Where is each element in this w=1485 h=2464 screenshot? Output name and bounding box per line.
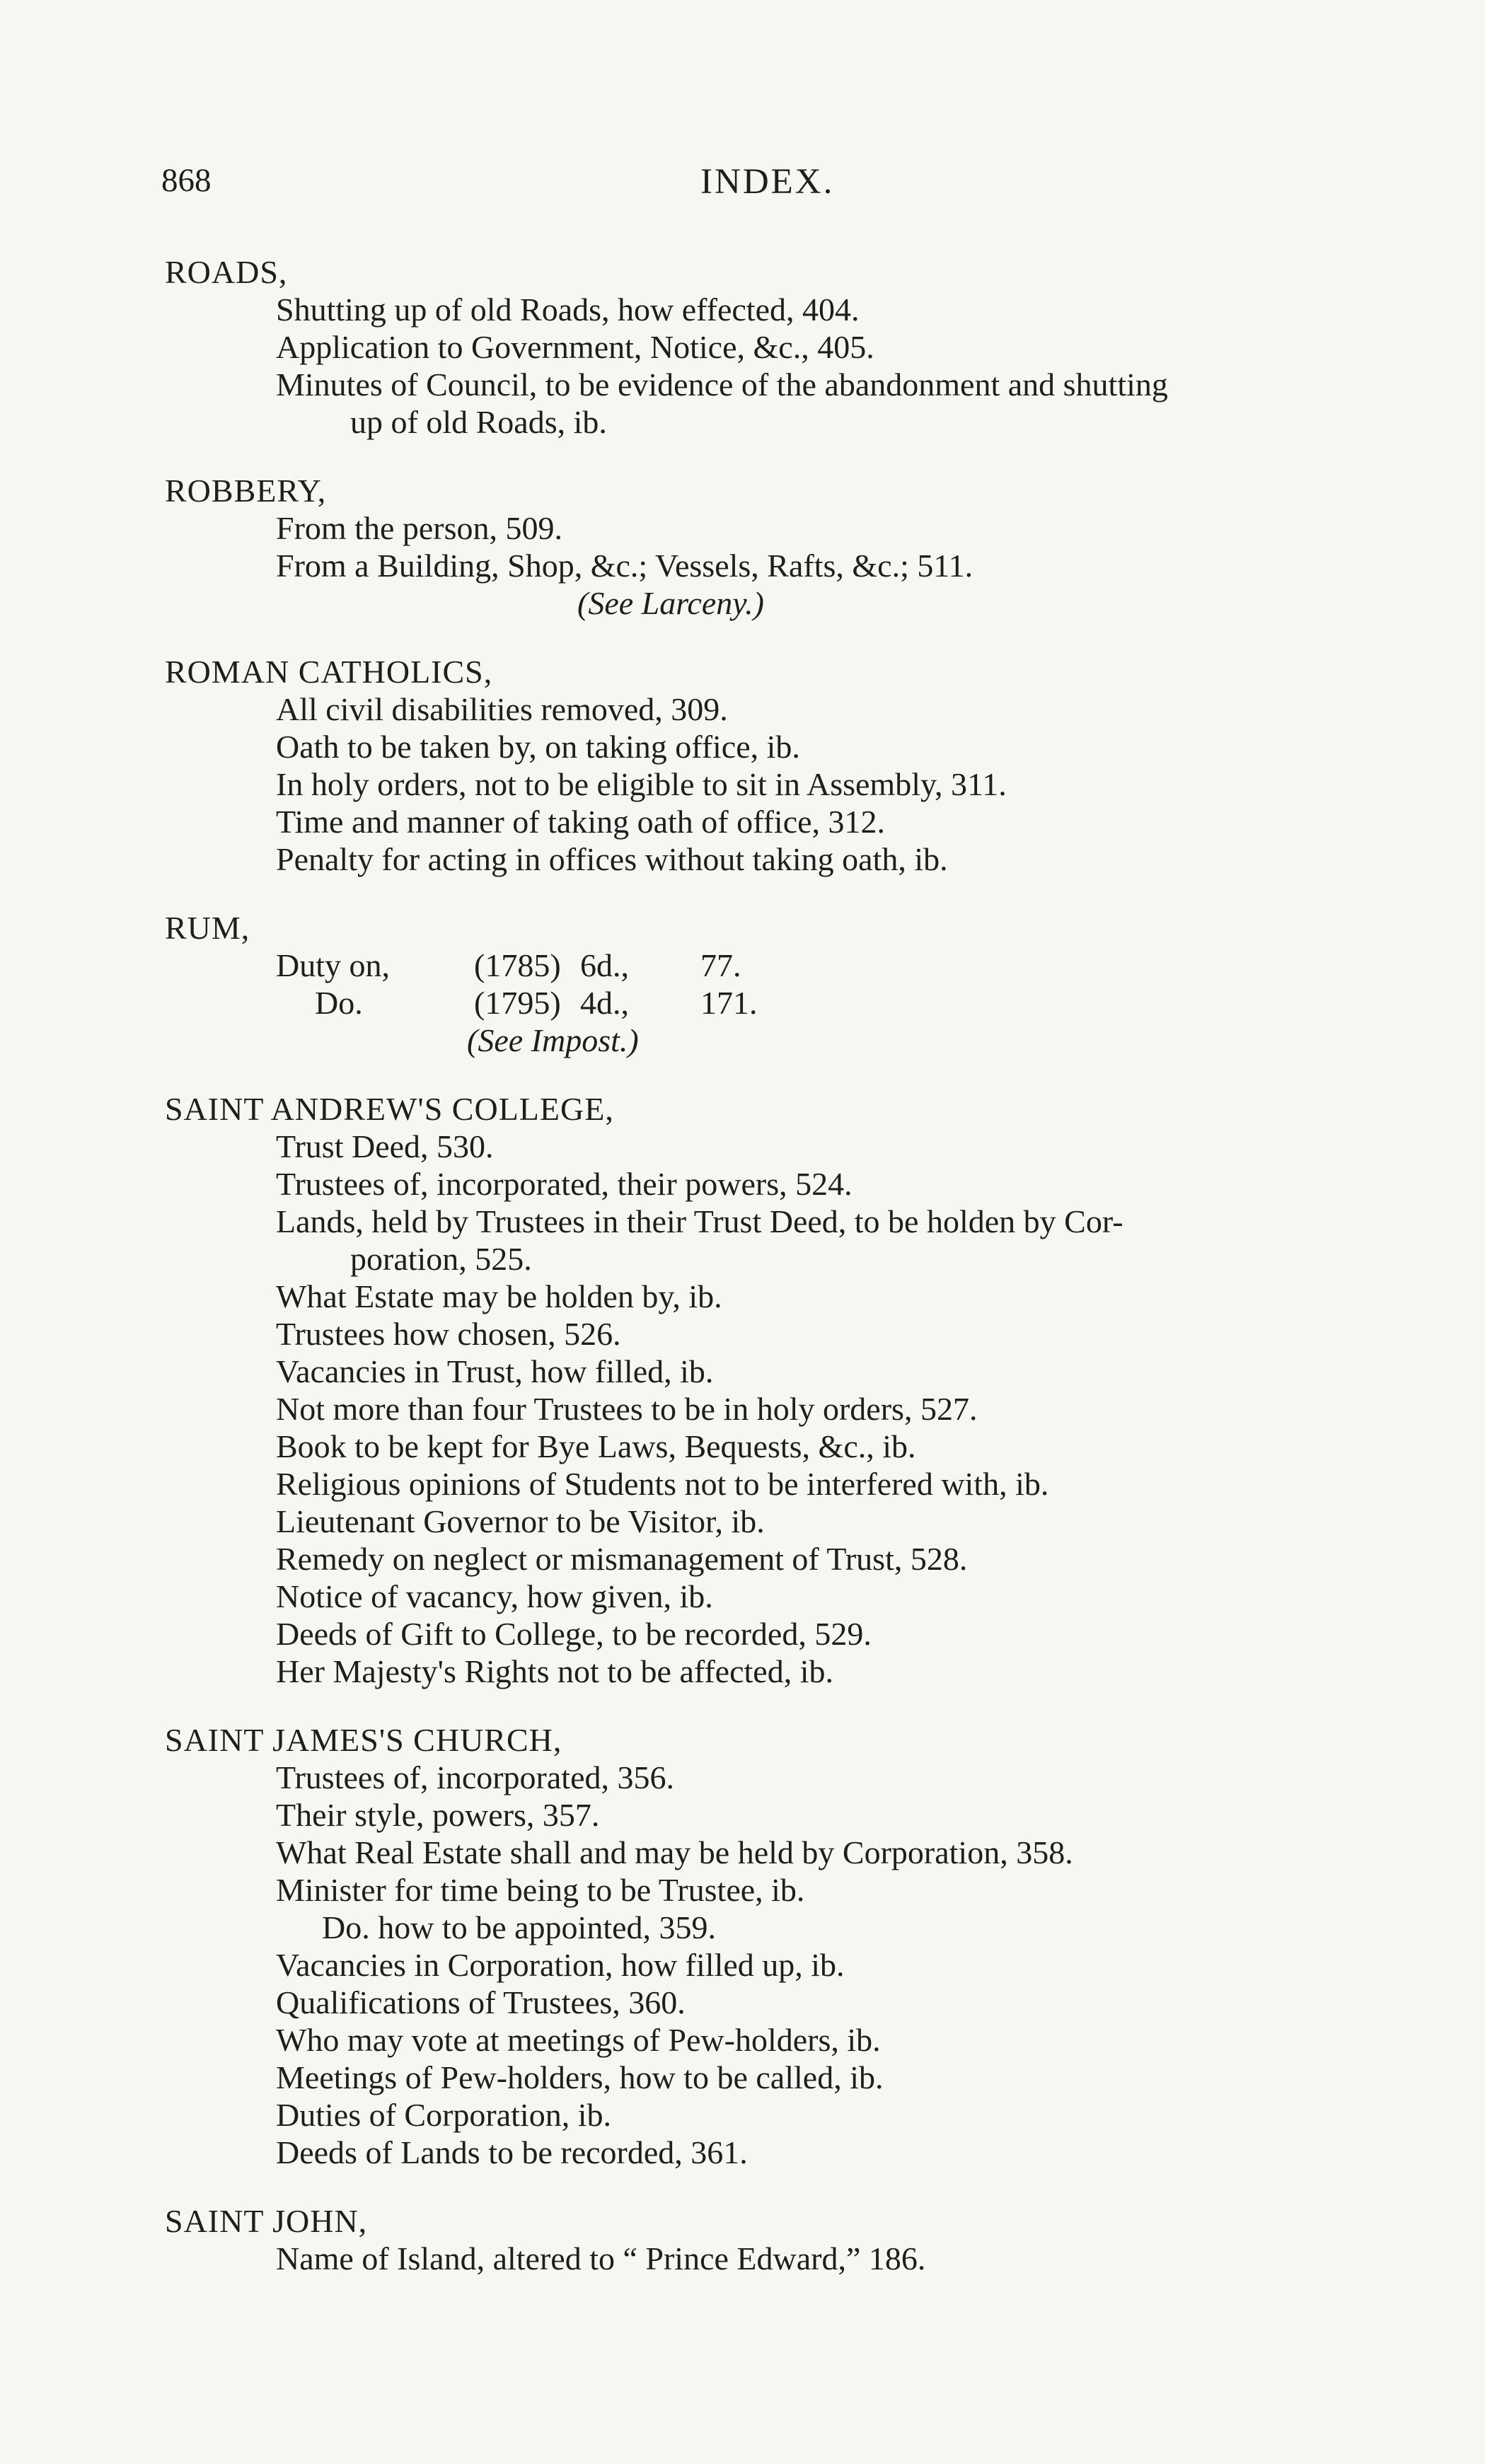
index-entry: What Real Estate shall and may be held by Corporation, 358. [276,1834,1073,1870]
index-entry: Oath to be taken by, on taking office, ib. [276,729,800,765]
index-entry: From a Building, Shop, &c.; Vessels, Rafts, &c.; 511. [276,548,973,584]
duty-row [0,947,1485,984]
index-entry: Lieutenant Governor to be Visitor, ib. [276,1503,765,1539]
cross-reference: (See Larceny.) [577,585,764,621]
index-entry: Trustees of, incorporated, their powers, 524. [276,1166,853,1202]
section-heading: ROADS, [165,254,288,290]
section-heading: RUM, [165,910,250,946]
index-entry: What Estate may be holden by, ib. [276,1278,722,1314]
index-entry: Trustees how chosen, 526. [276,1316,621,1352]
index-entry: From the person, 509. [276,510,563,546]
index-entry: Name of Island, altered to “ Prince Edward,” 186. [276,2240,926,2277]
section-heading: SAINT JOHN, [165,2203,368,2239]
index-entry: Remedy on neglect or mismanagement of Trust, 528. [276,1541,968,1577]
index-entry: Notice of vacancy, how given, ib. [276,1578,713,1614]
duty-page: 171. [700,985,758,1021]
index-entry: Shutting up of old Roads, how effected, 404. [276,291,860,328]
index-content [0,253,1485,2308]
index-entry: Lands, held by Trustees in their Trust Deed, to be holden by Cor- [276,1203,1123,1239]
index-section-roman-catholics [0,653,1485,878]
index-entry: Minutes of Council, to be evidence of the abandonment and shutting [276,366,1168,403]
duty-rate: 6d., [580,947,629,983]
index-entry: Her Majesty's Rights not to be affected, ib. [276,1653,833,1689]
running-head: INDEX. [700,162,835,202]
index-entry: Vacancies in Trust, how filled, ib. [276,1353,714,1389]
index-entry: Time and manner of taking oath of office, 312. [276,804,886,840]
index-entry-continuation: up of old Roads, ib. [350,404,607,440]
index-section-saint-andrews-college [0,1090,1485,1690]
index-entry: Trustees of, incorporated, 356. [276,1759,674,1795]
index-entry: Deeds of Lands to be recorded, 361. [276,2134,748,2170]
index-entry: Deeds of Gift to College, to be recorded, 529. [276,1616,872,1652]
section-heading: ROBBERY, [165,473,327,509]
index-entry: Book to be kept for Bye Laws, Bequests, &c., ib. [276,1428,916,1464]
index-entry: Qualifications of Trustees, 360. [276,1984,686,2020]
page-header [0,161,1485,211]
index-entry: Their style, powers, 357. [276,1797,600,1833]
duty-page: 77. [700,947,741,983]
index-entry: All civil disabilities removed, 309. [276,691,728,727]
index-entry: Trust Deed, 530. [276,1128,494,1164]
duty-label: Duty on, [276,947,390,983]
index-entry: Not more than four Trustees to be in holy orders, 527. [276,1391,978,1427]
index-section-saint-jamess-church [0,1721,1485,2171]
section-heading: SAINT ANDREW'S COLLEGE, [165,1091,614,1127]
index-section-rum [0,909,1485,1059]
index-section-robbery [0,472,1485,622]
section-heading: SAINT JAMES'S CHURCH, [165,1722,562,1758]
index-entry-ditto: Do. how to be appointed, 359. [322,1909,717,1945]
index-entry: Who may vote at meetings of Pew-holders, ib. [276,2022,881,2058]
index-section-saint-john [0,2202,1485,2277]
page-number: 868 [161,162,212,199]
duty-year: (1785) [474,947,561,983]
duty-rate: 4d., [580,985,629,1021]
section-heading: ROMAN CATHOLICS, [165,654,493,690]
index-entry: Duties of Corporation, ib. [276,2097,611,2133]
index-entry: Meetings of Pew-holders, how to be called, ib. [276,2059,884,2095]
duty-row [0,984,1485,1022]
index-entry: In holy orders, not to be eligible to sit in Assembly, 311. [276,766,1007,802]
index-entry: Religious opinions of Students not to be interfered with, ib. [276,1466,1049,1502]
index-entry-continuation: poration, 525. [350,1241,532,1277]
index-entry: Vacancies in Corporation, how filled up, ib. [276,1947,845,1983]
index-section-roads [0,253,1485,441]
index-entry: Application to Government, Notice, &c., 405. [276,329,874,365]
duty-label: Do. [315,985,363,1021]
index-entry: Minister for time being to be Trustee, ib. [276,1872,805,1908]
cross-reference: (See Impost.) [467,1022,639,1058]
index-entry: Penalty for acting in offices without taking oath, ib. [276,841,948,877]
duty-year: (1795) [474,985,561,1021]
